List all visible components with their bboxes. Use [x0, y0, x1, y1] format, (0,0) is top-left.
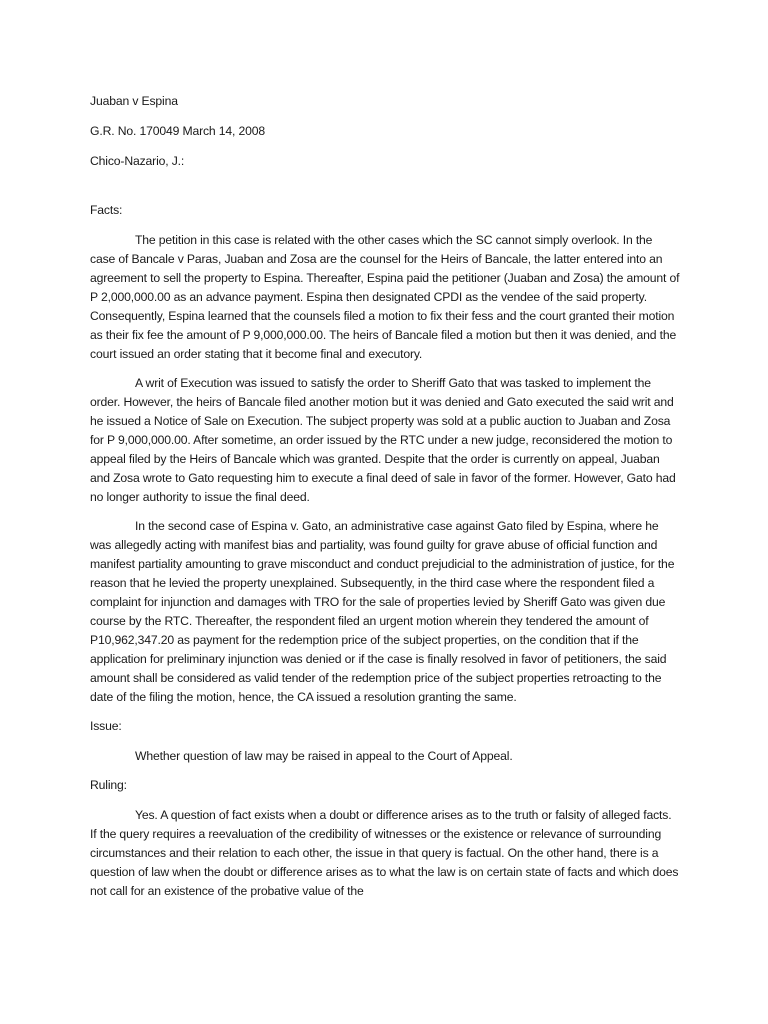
ponente: Chico-Nazario, J.: — [90, 154, 185, 168]
ruling-paragraph-1: Yes. A question of fact exists when a doubt or difference arises as to the truth or falsity of alleged facts. If the query requires a reevaluation of the credibility of witnesses or the existence or relevance of surrounding circumstances and their relation to each other, the issue in that query is factual. On the other hand, there is a question of law when the doubt or difference arises as to what the law is on certain state of facts and which does not call for an existence of the probative value of the — [90, 808, 679, 898]
issue-text: Whether question of law may be raised in appeal to the Court of Appeal. — [135, 749, 513, 763]
case-number-date: G.R. No. 170049 March 14, 2008 — [90, 124, 266, 138]
document-body — [90, 92, 680, 911]
issue-heading: Issue: — [90, 719, 122, 733]
facts-paragraph-2: A writ of Execution was issued to satisfy the order to Sheriff Gato that was tasked to implement the order. However, the heirs of Bancale filed another motion but it was denied and Gato executed the said writ and he issued a Notice of Sale on Execution. The subject property was sold at a public auction to Juaban and Zosa for P 9,000,000.00. After sometime, an order issued by the RTC under a new judge, reconsidered the motion to appeal filed by the Heirs of Bancale which was granted. Despite that the order is currently on appeal, Juaban and Zosa wrote to Gato requesting him to execute a final deed of sale in favor of the former. However, Gato had no longer authority to issue the final deed. — [90, 376, 676, 504]
facts-heading: Facts: — [90, 203, 123, 217]
facts-paragraph-1: The petition in this case is related with the other cases which the SC cannot simply overlook. In the case of Bancale v Paras, Juaban and Zosa are the counsel for the Heirs of Bancale, the latter entered into an agreement to sell the property to Espina. Thereafter, Espina paid the petitioner (Juaban and Zosa) the amount of P 2,000,000.00 as an advance payment. Espina then designated CPDI as the vendee of the said property. Consequently, Espina learned that the counsels filed a motion to fix their fess and the court granted their motion as their fix fee the amount of P 9,000,000.00. The heirs of Bancale filed a motion but then it was denied, and the court issued an order stating that it become final and executory. — [90, 233, 680, 361]
ruling-heading: Ruling: — [90, 778, 127, 792]
facts-paragraph-3: In the second case of Espina v. Gato, an administrative case against Gato filed by Espina, where he was allegedly acting with manifest bias and partiality, was found guilty for grave abuse of official function and manifest partiality amounting to grave misconduct and conduct prejudicial to the administration of justice, for the reason that he levied the property unexplained. Subsequently, in the third case where the respondent filed a complaint for injunction and damages with TRO for the sale of properties levied by Sheriff Gato was given due course by the RTC. Thereafter, the respondent filed an urgent motion wherein they tendered the amount of P10,962,347.20 as payment for the redemption price of the subject properties, on the condition that if the application for preliminary injunction was denied or if the case is finally resolved in favor of petitioners, the said amount shall be considered as valid tender of the redemption price of the subject properties retroacting to the date of the filing the motion, hence, the CA issued a resolution granting the same. — [90, 519, 675, 704]
spacer — [90, 182, 680, 201]
case-title: Juaban v Espina — [90, 94, 178, 108]
